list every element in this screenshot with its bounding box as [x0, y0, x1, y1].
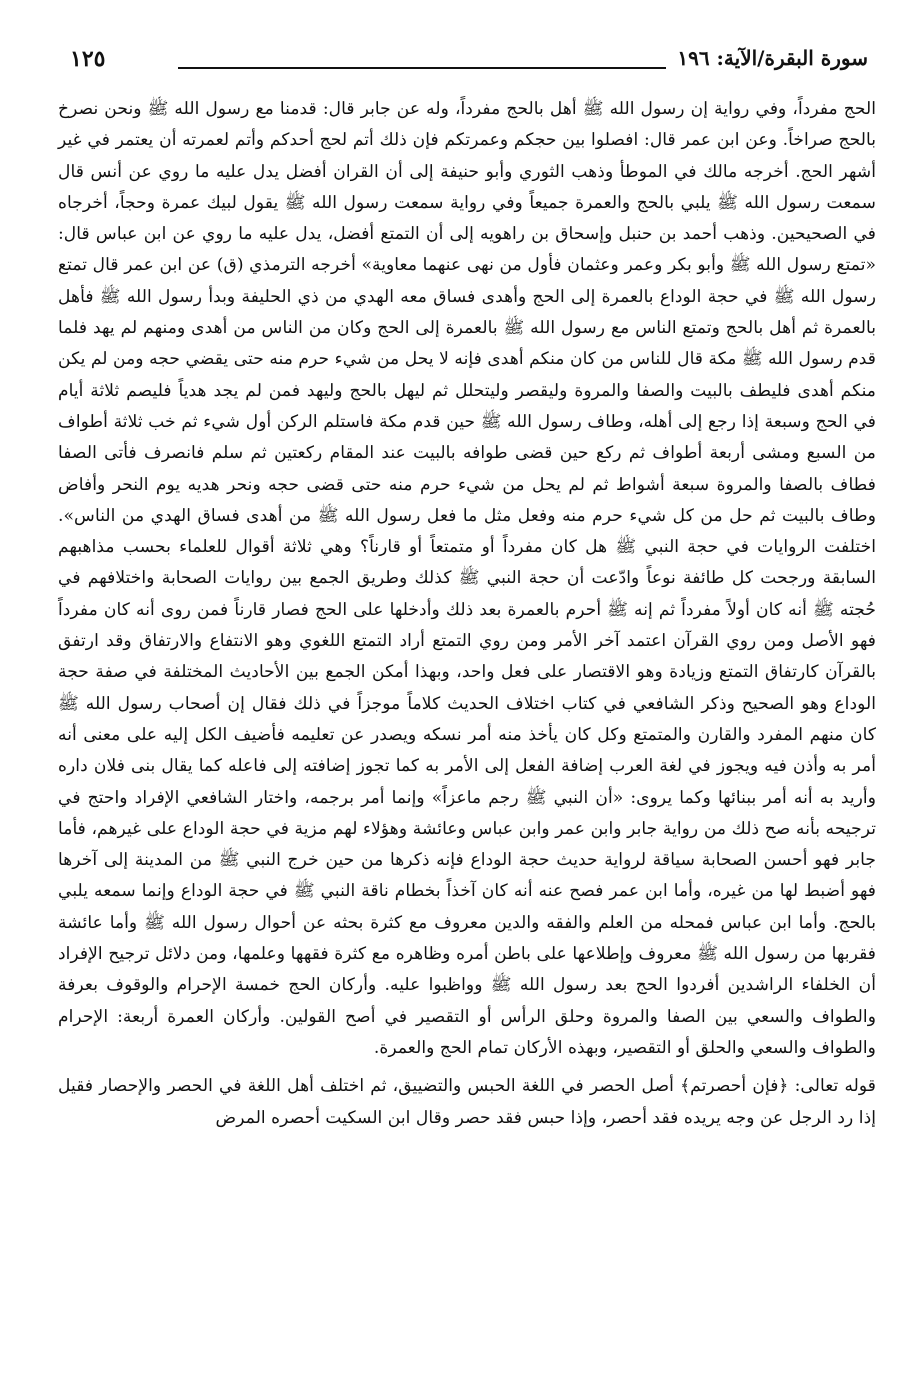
- page-number: ١٢٥: [70, 46, 106, 72]
- paragraph-ihsar: قوله تعالى: ﴿فإن أحصرتم﴾ أصل الحصر في اللغة الحبس والتضييق، ثم اختلف أهل اللغة في الحصر والإحصار فقيل إذا رد الرجل عن وجه يريده فقد أحصر، وإذا حبس فقد حصر وقال ابن السكيت أحصره المرض: [58, 1076, 876, 1128]
- paragraph-hajj-types: الحج مفرداً، وفي رواية إن رسول الله ﷺ أهل بالحج مفرداً، وله عن جابر قال: قدمنا مع رسول الله ﷺ ونحن نصرخ بالحج صراخاً. وعن ابن عمر قال: افصلوا بين حجكم وعمرتكم فإن ذلك أتم لحج أحدكم وأتم لعمرته أن يعتمر في غير أشهر الحج. أخرجه مالك في الموطأ وذهب الثوري وأبو حنيفة إلى أن القران أفضل يدل عليه ما روي عن أنس قال سمعت رسول الله ﷺ يلبي بالحج والعمرة جميعاً وفي رواية سمعت رسول الله ﷺ يقول لبيك عمرة وحجاً، أخرجاه في الصحيحين. وذهب أحمد بن حنبل وإسحاق بن راهويه إلى أن التمتع أفضل، يدل عليه ما روي عن ابن عباس قال: «تمتع رسول الله ﷺ وأبو بكر وعمر وعثمان فأول من نهى عنهما معاوية» أخرجه الترمذي (ق) عن ابن عمر قال تمتع رسول الله ﷺ في حجة الوداع بالعمرة إلى الحج وأهدى فساق معه الهدي من ذي الحليفة وبدأ رسول الله ﷺ فأهل بالعمرة ثم أهل بالحج وتمتع الناس مع رسول الله ﷺ بالعمرة إلى الحج وكان من الناس من أهدى ومنهم لم يهد فلما قدم رسول الله ﷺ مكة قال للناس من كان منكم أهدى فإنه لا يحل من شيء حرم منه حتى يقضي حجه ومن لم يكن منكم أهدى فليطف بالبيت والصفا والمروة وليقصر وليتحلل ثم ليهل بالحج وليهد فمن لم يجد هدياً فليصم ثلاثة أيام في الحج وسبعة إذا رجع إلى أهله، وطاف رسول الله ﷺ حين قدم مكة فاستلم الركن أول شيء ثم خب ثلاثة أطواف من السبع ومشى أربعة أطواف ثم ركع حين قضى طوافه بالبيت عند المقام ركعتين ثم سلم فانصرف فأتى الصفا فطاف بالصفا والمروة سبعة أشواط ثم لم يحل من شيء حرم منه حتى قضى حجه ونحر هديه يوم النحر وأفاض وطاف بالبيت ثم حل من كل شيء حرم منه وفعل مثل ما فعل رسول الله ﷺ من أهدى فساق الهدي من الناس». اختلفت الروايات في حجة النبي ﷺ هل كان مفرداً أو متمتعاً أو قارناً؟ وهي ثلاثة أقوال للعلماء بحسب مذاهبهم السابقة ورجحت كل طائفة نوعاً وادّعت أن حجة النبي ﷺ كذلك وطريق الجمع بين روايات الصحابة واختلافهم في حُجته ﷺ أنه كان أولاً مفرداً ثم إنه ﷺ أحرم بالعمرة بعد ذلك وأدخلها على الحج فصار قارناً فمن روى أنه كان مفرداً فهو الأصل ومن روي القرآن اعتمد آخر الأمر ومن روي التمتع أراد التمتع اللغوي وهو الانتفاع والارتفاق وقد ارتفق بالقرآن كارتفاق التمتع وزيادة وهو الاقتصار على فعل واحد، وبهذا أمكن الجمع بين الأحاديث المختلفة في صفة حجة الوداع وهو الصحيح وذكر الشافعي في كتاب اختلاف الحديث كلاماً موجزاً في ذلك فقال إن أصحاب رسول الله ﷺ كان منهم المفرد والقارن والمتمتع وكل كان يأخذ منه أمر نسكه ويصدر عن تعليمه فأضيف الكل إليه على معنى أنه أمر به وأذن فيه ويجوز في لغة العرب إضافة الفعل إلى الأمر به كما تجوز إضافته إلى فاعله كما يقال بنى فلان داره وأريد به أنه أمر ببنائها وكما يروى: «أن النبي ﷺ رجم ماعزاً» وإنما أمر برجمه، واختار الشافعي الإفراد واحتج في ترجيحه بأنه صح ذلك من رواية جابر وابن عمر وابن عباس وعائشة وهؤلاء لهم مزية في حجة الوداع على غيرهم، فأما جابر فهو أحسن الصحابة سياقة لرواية حديث حجة الوداع فإنه ذكرها من حين خرج النبي ﷺ من المدينة إلى آخرها فهو أضبط لها من غيره، وأما ابن عمر فصح عنه أنه كان آخذاً بخطام ناقة النبي ﷺ في حجة الوداع وإنما سمعه يلبي بالحج. وأما ابن عباس فمحله من العلم والفقه والدين معروف مع كثرة بحثه عن أحوال رسول الله ﷺ وأما عائشة فقربها من رسول الله ﷺ معروف وإطلاعها على باطن أمره وظاهره مع كثرة فقهها وعلمها، ومن دلائل ترجيح الإفراد أن الخلفاء الراشدين أفردوا الحج بعد رسول الله ﷺ وواظبوا عليه. وأركان الحج خمسة الإحرام والوقوف بعرفة والطواف والسعي بين الصفا والمروة وحلق الرأس أو التقصير في أصح القولين. وأركان العمرة أربعة: الإحرام والطواف والسعي والحلق أو التقصير، وبهذه الأركان تمام الحج والعمرة.: [58, 99, 876, 1058]
- page-header: [70, 38, 868, 82]
- surah-title: سورة البقرة/الآية: ١٩٦: [677, 46, 868, 70]
- header-rule: [178, 67, 666, 69]
- tafsir-body: [58, 94, 876, 1134]
